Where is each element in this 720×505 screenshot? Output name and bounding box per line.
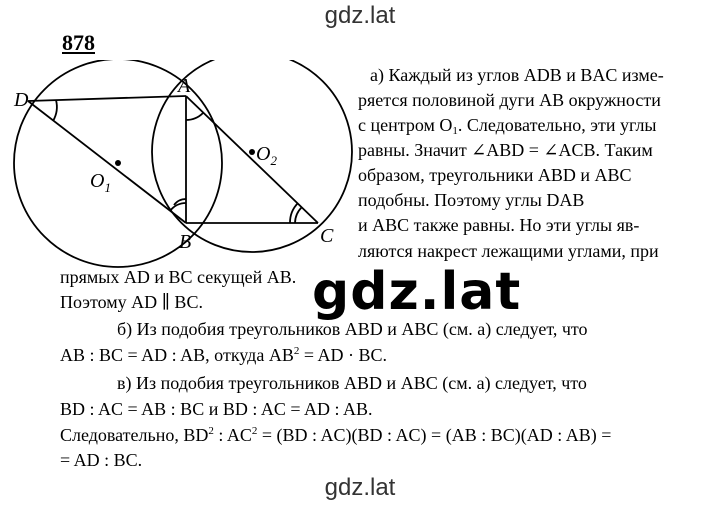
text-line-14: BD : AC = AB : BC и BD : AC = AD : AB. (60, 399, 373, 419)
label-o2: $O_2$ (256, 143, 277, 168)
text-line-6: подобны. Поэтому углы DAB (358, 190, 585, 210)
angle-mark-b1 (170, 203, 186, 211)
text-line-1: а) Каждый из углов ADB и BAC изме- (370, 65, 664, 85)
angle-mark-a (186, 113, 203, 120)
label-o1: $O_1$ (90, 170, 111, 195)
label-b: B (179, 231, 192, 253)
center-o1-dot (115, 160, 121, 166)
watermark-top: gdz.lat (324, 2, 396, 29)
text-line-8: ляются накрест лежащими углами, при (358, 241, 659, 261)
geometry-figure (0, 60, 360, 270)
problem-number: 878 (62, 30, 95, 55)
center-o2-dot (249, 149, 255, 155)
segment-db (28, 101, 186, 223)
text-line-12: AB : BC = AD : AB, откуда $AB^2$ = AD · BC. (60, 345, 387, 365)
text-line-4: равны. Значит ∠ABD = ∠ACB. Таким (358, 140, 653, 160)
text-line-15: Следовательно, $BD^2$ : $AC^2 = (BD$ : AC)(BD : AC) = (AB : BC)(AD : AB) = (60, 425, 612, 445)
text-line-7: и ABC также равны. Но эти углы яв- (358, 215, 640, 235)
text-line-11: б) Из подобия треугольников ABD и ABC (см. а) следует, что (117, 319, 588, 339)
segment-da (28, 96, 186, 101)
text-line-3: с центром $O_1$. Следовательно, эти углы (358, 115, 657, 137)
label-c: C (320, 225, 334, 247)
text-line-10: Поэтому AD ∥ BC. (60, 292, 203, 312)
text-line-16: = AD : BC. (60, 450, 143, 470)
text-line-5: образом, треугольники ABD и ABC (358, 165, 632, 185)
text-line-9: прямых AD и BC секущей AB. (60, 267, 297, 287)
angle-mark-c1 (295, 207, 302, 223)
watermark-center: gdz.lat (312, 262, 522, 322)
label-a: A (178, 75, 191, 97)
text-line-13: в) Из подобия треугольников ABD и ABC (см. а) следует, что (117, 373, 587, 393)
watermark-bottom: gdz.lat (324, 474, 396, 501)
label-d: D (14, 89, 29, 111)
text-line-2: ряется половиной дуги AB окружности (358, 90, 661, 110)
angle-mark-d (53, 100, 57, 121)
